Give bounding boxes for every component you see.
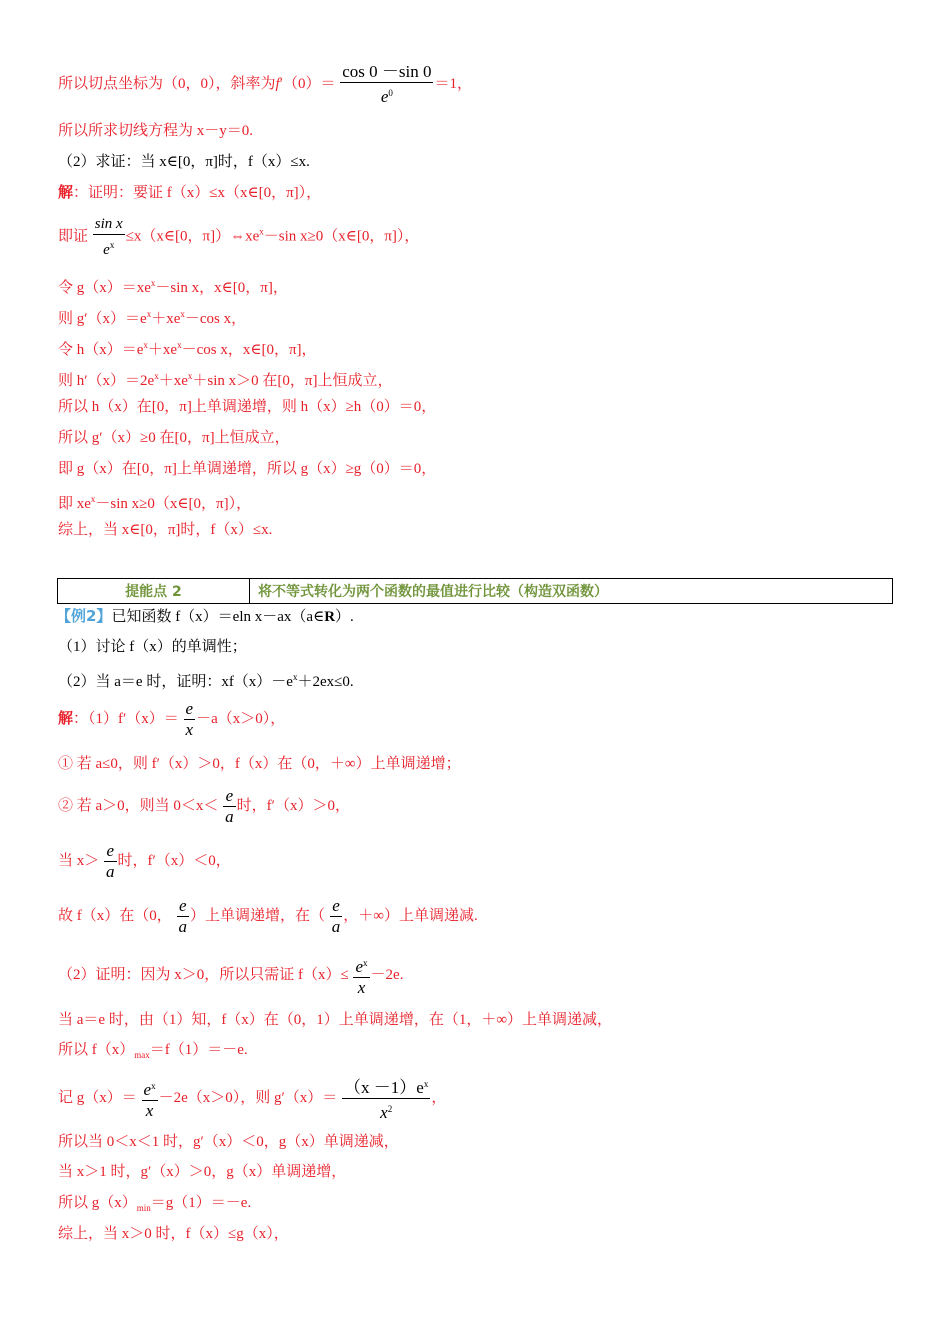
text: R <box>324 609 336 625</box>
topic-label: 提能点 2 <box>58 579 250 604</box>
text: 记 g（x）＝ <box>58 1089 137 1106</box>
denominator: a <box>106 862 115 881</box>
superscript: x <box>146 309 152 319</box>
denominator: x <box>353 977 369 998</box>
solution-line <box>58 366 392 391</box>
fraction <box>177 896 190 937</box>
numerator: e <box>178 896 187 915</box>
text: ＋sin x＞0 在[0，π]上恒成立， <box>192 373 393 389</box>
text: 令 g（x）＝xe <box>58 280 151 296</box>
fraction <box>104 841 117 882</box>
solution-label: 解 <box>58 710 74 727</box>
denominator: x <box>185 720 194 739</box>
numerator: cos 0 －sin 0 <box>342 62 432 81</box>
text: ＋xe <box>151 311 181 327</box>
solution-line: ① 若 a≤0，则 f′（x）＞0，f（x）在（0，＋∞）上单调递增； <box>58 756 461 772</box>
text: 所以 f（x） <box>58 1042 135 1058</box>
question-line <box>58 667 354 692</box>
solution-line <box>58 953 403 998</box>
fraction <box>330 896 343 937</box>
text: ，＋∞）上单调递减. <box>343 907 478 924</box>
text: 则 g′（x）＝e <box>58 311 147 327</box>
text: －2e（x＞0），则 g′（x）＝ <box>158 1089 338 1106</box>
superscript: x <box>154 371 159 381</box>
solution-line <box>58 1040 248 1065</box>
numerator <box>353 953 369 977</box>
text: －2e. <box>370 966 404 983</box>
text: e <box>143 1080 152 1099</box>
denominator <box>340 82 433 107</box>
text: 即证 <box>58 228 89 245</box>
text: 故 f（x）在（0， <box>58 907 172 924</box>
text: ）上单调递增，在（ <box>190 907 326 924</box>
text: ≤x（x∈[0，π]）⇔xe <box>125 228 260 245</box>
superscript: x <box>109 240 115 250</box>
fraction <box>184 699 196 740</box>
solution-line <box>58 62 472 107</box>
solution-line <box>58 489 251 514</box>
text: e <box>380 87 389 106</box>
topic-title: 将不等式转化为两个函数的最值进行比较（构造双函数） <box>250 579 893 604</box>
text: （2）证明：因为 x＞0，所以只需证 f（x）≤ <box>58 966 349 983</box>
text: ， <box>431 1089 447 1106</box>
solution-line: 即 g（x）在[0，π]上单调递增，所以 g（x）≥g（0）＝0， <box>58 461 437 477</box>
numerator: e <box>332 896 340 915</box>
solution-line: 所以 h（x）在[0，π]上单调递增，则 h（x）≥h（0）＝0， <box>58 399 437 415</box>
superscript: x <box>363 958 368 968</box>
text: ）. <box>335 609 354 625</box>
denominator: a <box>178 917 187 936</box>
text: 所以 g（x） <box>58 1195 137 1211</box>
numerator: e <box>185 699 194 718</box>
text: －sin x≥0（x∈[0，π]）， <box>263 228 420 245</box>
superscript: x <box>423 1079 429 1089</box>
numerator: sin x <box>94 216 123 232</box>
text: （x －1）e <box>344 1078 424 1097</box>
solution-line: 所以 g′（x）≥0 在[0，π]上恒成立， <box>58 430 290 446</box>
fraction <box>142 1076 158 1121</box>
text: ＝1， <box>434 75 472 92</box>
text: 所以切点坐标为（0，0），斜率为 <box>58 75 276 92</box>
solution-line <box>58 1074 446 1123</box>
numerator <box>142 1076 158 1100</box>
denominator: a <box>331 917 341 936</box>
solution-line <box>58 841 231 882</box>
denominator <box>342 1098 430 1123</box>
solution-line: 当 a＝e 时，由（1）知，f（x）在（0，1）上单调递增，在（1，＋∞）上单调递减， <box>58 1012 613 1028</box>
superscript: x <box>292 672 298 682</box>
subscript: max <box>134 1050 150 1060</box>
solution-label: 解 <box>58 185 74 201</box>
text: 令 h（x）＝e <box>58 342 144 358</box>
superscript: 0 <box>388 88 393 98</box>
solution-line: 综上，当 x＞0 时，f（x）≤g（x）， <box>58 1226 289 1242</box>
superscript: 2 <box>387 1104 393 1114</box>
superscript: x <box>143 340 148 350</box>
solution-line <box>58 896 478 937</box>
numerator: e <box>106 841 115 860</box>
text: －a（x＞0）， <box>196 710 286 727</box>
fraction <box>342 1074 430 1123</box>
example-tag: 【例2】 <box>56 607 112 625</box>
text: －sin x，x∈[0，π]， <box>155 280 288 296</box>
solution-line: 所以当 0＜x＜1 时，g′（x）＜0，g（x）单调递减， <box>58 1134 399 1150</box>
denominator: x <box>142 1100 158 1121</box>
solution-line: 综上，当 x∈[0，π]时，f（x）≤x. <box>58 522 273 538</box>
solution-line: 所以所求切线方程为 x－y＝0. <box>58 123 254 139</box>
text: ＋xe <box>158 373 188 389</box>
text: －cos x，x∈[0，π]， <box>181 342 317 358</box>
text: －sin x≥0（x∈[0，π]）， <box>95 496 252 512</box>
text: 已知函数 f（x）＝eln x－ax（a∈ <box>111 609 325 625</box>
superscript: x <box>90 494 96 504</box>
solution-line <box>58 335 317 360</box>
text: （2）当 a＝e 时，证明：xf（x）－e <box>58 674 293 690</box>
text: －cos x， <box>184 311 247 327</box>
superscript: x <box>187 371 193 381</box>
denominator <box>93 234 125 260</box>
solution-line <box>58 1193 251 1218</box>
text: ′（0）＝ <box>279 75 336 92</box>
fraction <box>353 953 369 998</box>
text: ＝g（1）＝－e. <box>150 1195 252 1211</box>
text: ：证明：要证 f（x）≤x（x∈[0，π]）， <box>73 185 322 201</box>
fraction <box>223 786 236 827</box>
example-line <box>56 606 354 627</box>
solution-line <box>58 183 321 203</box>
text: 则 h′（x）＝2e <box>58 373 155 389</box>
text: 即 xe <box>58 496 91 512</box>
text: 时，f′（x）＞0， <box>236 797 350 814</box>
denominator: a <box>225 807 234 826</box>
fraction <box>93 214 125 260</box>
text: x <box>380 1103 388 1122</box>
superscript: x <box>177 340 182 350</box>
text: ＋2ex≤0. <box>297 674 354 690</box>
subscript: min <box>136 1203 151 1213</box>
question-line: （2）求证：当 x∈[0，π]时，f（x）≤x. <box>58 154 310 170</box>
solution-line <box>58 214 419 260</box>
solution-line <box>58 273 288 298</box>
text: 当 x＞ <box>58 852 100 869</box>
superscript: x <box>180 309 185 319</box>
fraction <box>340 62 433 107</box>
text: e <box>355 957 364 976</box>
text: 时，f′（x）＜0， <box>117 852 231 869</box>
text: ＋xe <box>147 342 178 358</box>
solution-line <box>58 304 246 329</box>
solution-line <box>58 699 285 740</box>
text: f <box>275 75 280 92</box>
text: e <box>103 242 110 258</box>
text: ：（1）f′（x）＝ <box>73 710 179 727</box>
text: ② 若 a＞0，则当 0＜x＜ <box>58 797 219 814</box>
numerator <box>342 1074 430 1098</box>
superscript: x <box>259 226 264 237</box>
superscript: x <box>150 278 156 288</box>
superscript: x <box>151 1081 156 1091</box>
topic-header <box>57 578 893 604</box>
solution-line: 当 x＞1 时，g′（x）＞0，g（x）单调递增， <box>58 1164 347 1180</box>
question-line: （1）讨论 f（x）的单调性； <box>58 639 247 655</box>
solution-line <box>58 786 350 827</box>
numerator: e <box>225 786 234 805</box>
text: ＝f（1）＝－e. <box>149 1042 248 1058</box>
